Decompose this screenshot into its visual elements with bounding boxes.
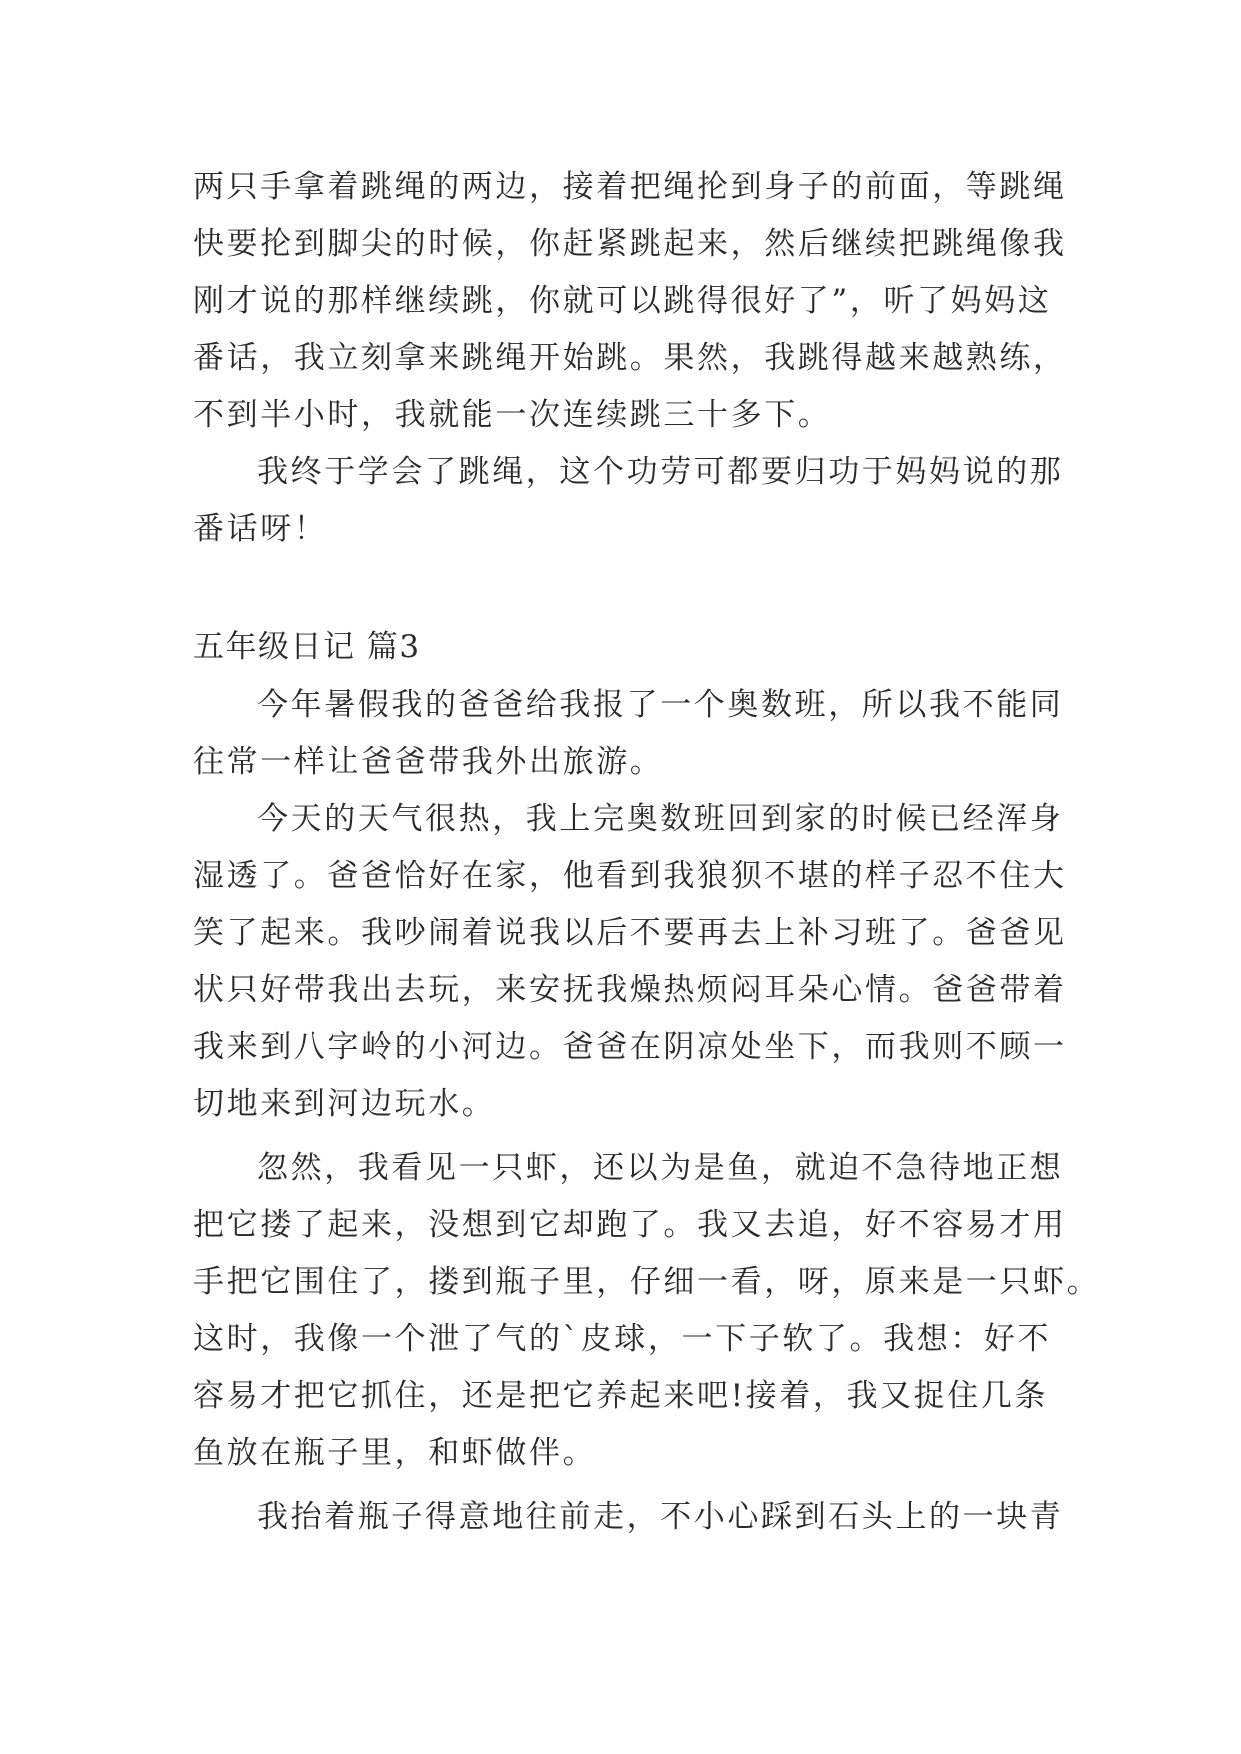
paragraph-line: 今天的天气很热，我上完奥数班回到家的时候已经浑身 (257, 801, 1064, 837)
paragraph-line: 手把它围住了，搂到瓶子里，仔细一看，呀，原来是一只虾。 (193, 1264, 1101, 1300)
paragraph-line: 番话呀！ (193, 511, 328, 547)
paragraph-line: 鱼放在瓶子里，和虾做伴。 (193, 1435, 597, 1471)
paragraph-line: 我终于学会了跳绳，这个功劳可都要归功于妈妈说的那 (257, 454, 1064, 490)
paragraph-line: 切地来到河边玩水。 (193, 1086, 496, 1122)
paragraph-line: 笑了起来。我吵闹着说我以后不要再去上补习班了。爸爸见 (193, 915, 1067, 951)
paragraph-line: 快要抡到脚尖的时候，你赶紧跳起来，然后继续把跳绳像我 (193, 226, 1067, 262)
paragraph-line: 我来到八字岭的小河边。爸爸在阴凉处坐下，而我则不顾一 (193, 1029, 1067, 1065)
section-heading: 五年级日记 篇3 (193, 629, 421, 665)
paragraph-line: 状只好带我出去玩，来安抚我燥热烦闷耳朵心情。爸爸带着 (193, 972, 1067, 1008)
paragraph-line: 把它搂了起来，没想到它却跑了。我又去追，好不容易才用 (193, 1207, 1067, 1243)
paragraph-line: 容易才把它抓住，还是把它养起来吧!接着，我又捉住几条 (193, 1378, 1049, 1414)
paragraph-line: 这时，我像一个泄了气的`皮球，一下子软了。我想：好不 (193, 1321, 1052, 1357)
paragraph-line: 今年暑假我的爸爸给我报了一个奥数班，所以我不能同 (257, 687, 1064, 723)
paragraph-line: 往常一样让爸爸带我外出旅游。 (193, 744, 664, 780)
paragraph-line: 我抬着瓶子得意地往前走，不小心踩到石头上的一块青 (257, 1499, 1064, 1535)
paragraph-line: 湿透了。爸爸恰好在家，他看到我狼狈不堪的样子忍不住大 (193, 858, 1067, 894)
paragraph-line: 忽然，我看见一只虾，还以为是鱼，就迫不急待地正想 (257, 1150, 1064, 1186)
paragraph-line: 刚才说的那样继续跳，你就可以跳得很好了”，听了妈妈这 (193, 283, 1052, 319)
paragraph-line: 番话，我立刻拿来跳绳开始跳。果然，我跳得越来越熟练， (193, 340, 1067, 376)
paragraph-line: 不到半小时，我就能一次连续跳三十多下。 (193, 397, 832, 433)
paragraph-line: 两只手拿着跳绳的两边，接着把绳抡到身子的前面，等跳绳 (193, 169, 1067, 205)
